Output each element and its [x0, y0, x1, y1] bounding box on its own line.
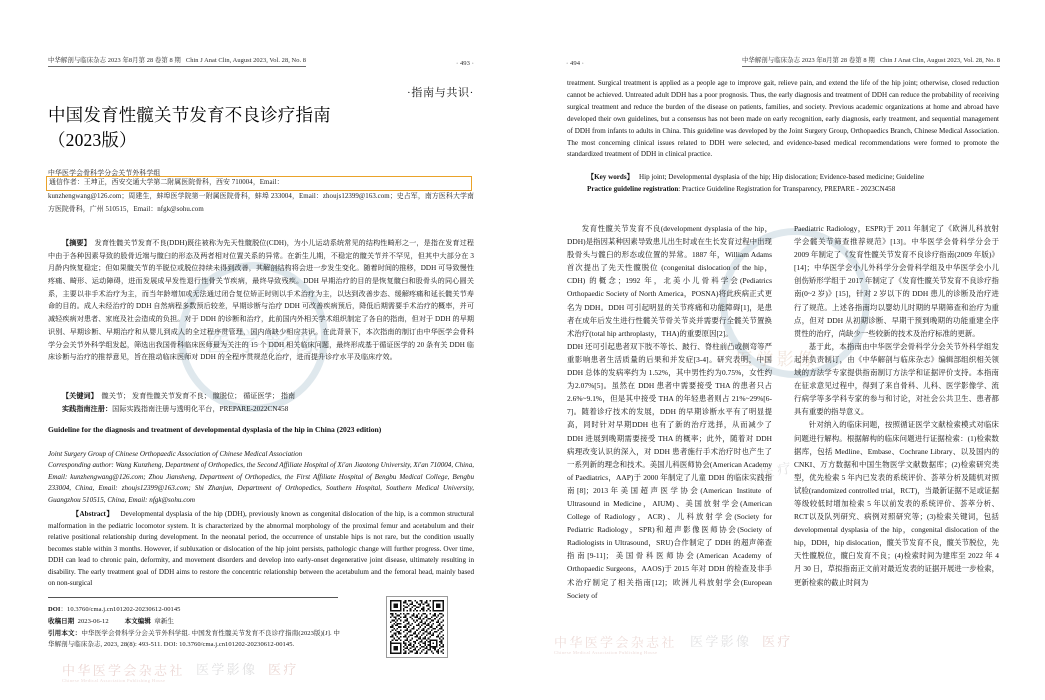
watermark-bottom-right-grey: 医学影像 [690, 634, 752, 649]
registration-text-en: : Practice Guideline Registration for Transparency, PREPARE - 2023CN458 [678, 184, 896, 193]
doi-label: DOI [48, 606, 61, 613]
corresponding-author-en: Corresponding author: Wang Kunzheng, Department of Orthopedics, the Second Affiliate Hospital of Xi'an Jiaotong University, Xi'an 710004, China, Email: kunzhengwang@126.com; Zhou Jiansheng, Department of Orthopedics, the First Affiliate Hospital of Bengbu Medical College, Bengbu 233004, China, Email: zhoujs12399@163.com; Shi Zhanjun, Department of Orthopedics, Southern Hospital, Southern Medical University, Guangzhou 510515, China, Email: nfgk@sohu.com [48, 461, 475, 504]
watermark-bottom-en: Chinese Medical Association Publishing House [62, 678, 166, 683]
article-title-cn [48, 103, 474, 153]
running-head-text [48, 55, 306, 67]
doi-value[interactable]: ：10.3760/cma.j.cn101202-20230612-00145 [60, 606, 181, 613]
running-head-cn: 中华解剖与临床杂志 2023 年8月第 28 卷第 8 期 [48, 57, 181, 64]
abstract-cn-paragraph [48, 237, 474, 364]
keywords-cn-block [48, 390, 474, 416]
running-head-right [566, 55, 1000, 67]
body-column-1 [567, 222, 772, 692]
received-label: 收稿日期 [48, 617, 75, 625]
keywords-en-block [567, 172, 999, 196]
running-head-left [48, 55, 474, 67]
body-paragraph: DDH 还可引起患者双下肢不等长、跛行、脊柱前凸或侧弯等严重影响患者生活质量的后果和并发症[3-4]。研究表明，中国 DDH 总体的发病率约为 1.52%，其中男性约为0.75%，女性约为2.07%[5]。虽然在 DDH 患者中需要接受 THA 的患者只占 2.6%~9.1%，但是其中接受 THA 的年轻患者则占 21%~29%[6-7]。随着诊疗技术的发展，DDH 的早期诊断水平有了明显提高，同时针对早期DDH 也有了新的治疗选择，从而减少了 DDH 进展到晚期需要接受 THA 的概率；此外，随着对 DDH 病理改变认识的深入，对 DDH 患者施行手术治疗时也产生了一系列新的理念和技术。美国儿科医师协会(American Academy of Paediatrics，AAP)于 2000 年制定了儿童 DDH 的临床实践指南[8]；2013年美国超声医学协会(American Institute of Ultrasound in Medicine，AIUM)、美国放射学会(American College of Radiology，ACR)、儿科放射学会(Society for Pediatric Radiology，SPR)和超声影像医师协会(Society of Radiologists in Ultrasound，SRU)合作制定了 DDH 的超声筛查指南[9-11]；美国骨科医师协会(American Academy of Orthopaedic Surgeons，AAOS)于 2015 年对 DDH 的检查及非手术治疗制定了相关指南[12]；欧洲儿科放射学会(European Society of [567, 341, 772, 600]
keywords-cn [48, 390, 474, 403]
abstract-en [48, 509, 474, 590]
watermark-text-grey: 医学影像 [206, 328, 323, 357]
abstract-label-en: 【Abstract】 [72, 510, 114, 518]
article-title-en: Guideline for the diagnosis and treatment of developmental dysplasia of the hip in China (2023 edition) [48, 425, 382, 434]
running-head-cn-right: 中华解剖与临床杂志 2023 年8月第 28 卷第 8 期 [741, 57, 875, 64]
footer-divider [48, 597, 338, 598]
body-paragraph: 基于此，本指南由中华医学会骨科学分会关节外科学组发起并负责制订，由《中华解剖与临床杂志》编辑部组织相关领域的方法学专家提供指南制订方法学和证据评价支持。本指南在征求意见过程中，得到了来自骨科、儿科、医学影像学、流行病学等多学科专家的参与和讨论，对社会公共卫生、患者都具有重要的指导意义。 [794, 341, 999, 417]
author-group-en: Joint Surgery Group of Chinese Orthopaedic Association of Chinese Medical Association [48, 450, 303, 458]
body-paragraph: Paediatric Radiology，ESPR)于 2011 年制定了《欧洲儿科放射学会髋关节筛查推荐规范》[13]。中华医学会骨科学分会于 2009 年制定了《发育性髋关节发育不良诊疗指南(2009 年版)》[14]；中华医学会小儿外科学分会骨科学组及中华医学会小儿创伤矫形学组于 2017 年制定了《发育性髋关节发育不良诊疗指南(0~2 岁)》[15]，针对 2 岁以下的 DDH 患儿的诊断及治疗进行了规范。上述各指南均以婴幼儿时期的早期筛查和治疗为重点，但对 DDH 从初期诊断、早期干预到晚期的功能重建全序贯性的治疗，尚缺少一些较新的技术及治疗标准的更新。 [794, 224, 999, 338]
keywords-label-cn: 【关键词】 [62, 392, 98, 400]
running-head-text-right [742, 55, 1000, 67]
qr-code[interactable] [386, 596, 448, 658]
body-columns [567, 222, 999, 692]
abstract-cn [48, 237, 474, 364]
watermark-bottom-right-en: Chinese Medical Association Publishing House [554, 650, 658, 655]
article-title-line2: （2023版） [48, 129, 137, 150]
keywords-text-en: Hip joint; Developmental dysplasia of the hip; Hip dislocation; Evidence-based medicine; Guideline [639, 173, 925, 181]
citation-row [48, 628, 340, 652]
registration-label-cn: 实践指南注册： [62, 404, 113, 413]
section-kicker: ·指南与共识· [407, 87, 474, 99]
abstract-text-en: Developmental dysplasia of the hip (DDH), previously known as congenital dislocation of the hip, is a common structural malformation in the pediatric locomotor system. It is characterized by the abnormal morphology of the proximal femur and acetabulum and their relative positional relationship during development. In the neonatal period, the occurrence of unstable hips is not rare, but the condition usually becomes stable within 3 months. However, if subluxation or dislocation of the hip joint persists, pathologic change will further progress. Over time, DDH can lead to chronic pain, deformity, and movement disorders and develop into early-onset degenerative joint disease, ultimately resulting in disability. The early treatment goal of DDH aims to restore the concentric relationship between the acetabulum and the femoral head, mainly based on non-surgical [48, 510, 474, 588]
affiliation-en-block [48, 449, 474, 506]
abstract-text-cn: 发育性髋关节发育不良(DDH)既往被称为先天性髋脱位(CDH)，为小儿运动系统常见的结构性畸形之一，是指在发育过程中由于各种因素导致的股骨近端与髋臼的形态及两者相对位置关系的异常。在新生儿期，不稳定的髋关节并不罕见，但其中大部分在 3 月龄内恢复稳定；但如果髋关节的半脱位或脱位持续未得到改善，其解剖结构将会进一步发生变化。随着时间的推移，DDH 可导致慢性疼痛、畸形、运动障碍，进而发展成早发性退行性骨关节疾病，最终导致残疾。DDH 早期治疗的目的是恢复髋臼和股骨头的同心圆关系，主要以非手术治疗为主，而当年龄增加或无法通过闭合复位矫正时则以手术治疗为主，以达到改善步态、缓解疼痛和延长髋关节寿命的目的。成人未经治疗的 DDH 自然病程多数预后较差，早期诊断与治疗 DDH 可改善疾病预后，降低后期需要手术治疗的概率，并可减轻疾病对患者、家庭及社会造成的负担。对于 DDH 的诊断和治疗，此前国内外相关学术组织制定了各自的指南，但对于 DDH 的早期识别、早期诊断、早期治疗和从婴儿到成人的全过程序贯管理，国内尚缺少相应共识。在此背景下，本次指南的制订由中华医学会骨科学分会关节外科学组发起，筛选出我国骨科临床医师最为关注的 15 个 DDH 相关临床问题，最终形成基于循证医学的 20 条有关 DDH 临床诊断与治疗的推荐意见，旨在推动临床医师对 DDH 的全程序贯规范化治疗，进而提升诊疗水平及临床疗效。 [48, 239, 474, 362]
watermark-text-right: 医学影像 [736, 350, 818, 369]
registration-en [567, 184, 999, 196]
author-group-cn: 中华医学会骨科学分会关节外科学组 [48, 170, 161, 177]
body-paragraph: 发育性髋关节发育不良(development dysplasia of the hip，DDH)是指因某种因素导致患儿出生时或在生长发育过程中出现股骨头与髋臼的形态或位置的异常。1887 年，William Adams 首次提出了先天性髋脱位 (congenital dislocation of the hip，CDH) 的概念；1992 年，北美小儿骨科学会(Pediatrics Orthopaedic Society of North America，POSNA)将此疾病正式更名为 DDH。DDH 可引起明显的关节疼痛和功能障碍[1]，是患者在成年后发生进行性髋关节骨关节炎并需要行全髋关节置换术治疗(total hip arthroplasty，THA)的重要原因[2]。 [567, 224, 772, 338]
received-value: 2023-06-12 [77, 617, 109, 625]
article-title-line1: 中国发育性髋关节发育不良诊疗指南 [48, 105, 331, 125]
editor-label: 本文编辑 [124, 617, 151, 625]
watermark-bottom-accent: 医疗 [268, 662, 299, 677]
corresponding-author-block [48, 176, 474, 216]
editor-value: 章新生 [154, 617, 174, 625]
citation-label: 引用本文： [48, 629, 82, 637]
body-column-2 [794, 222, 999, 692]
keywords-label-en: 【Key words】 [587, 173, 634, 181]
qr-code-image [390, 600, 444, 654]
registration-label-en: Practice guideline registration [587, 184, 679, 193]
abstract-label-cn: 【摘要】 [62, 239, 91, 247]
doi-row [48, 604, 340, 616]
corresponding-author-rest: kunzhengwang@126.com；周建生，蚌埠医学院第一附属医院骨科，蚌埠 233004，Email：zhoujs12399@163.com；史占军，南方医科大学南方医院骨科，广州 510515，Email：nfgk@sohu.com [48, 193, 474, 213]
highlight-annotation[interactable]: 通信作者：王坤正，西安交通大学第二附属医院骨科，西安 710004，Email： [46, 176, 472, 191]
watermark-bottom-cn: 中华医学会杂志社 [62, 663, 185, 678]
keywords-en [567, 172, 999, 184]
page-number-right: · 494 · [566, 59, 585, 67]
watermark-bottom-right-accent: 医疗 [762, 634, 793, 649]
watermark-bottom-grey: 医学影像 [196, 662, 258, 677]
keywords-text-cn: 髋关节； 发育性髋关节发育不良； 髋脱位； 循证医学； 指南 [101, 392, 296, 400]
abstract-en-paragraph [48, 509, 474, 590]
registration-text-cn: 国际实践指南注册与透明化平台，PREPARE-2022CN458 [112, 404, 289, 413]
document-page-right [522, 0, 1044, 700]
footer-metadata [48, 604, 340, 651]
body-paragraph: 针对纳入的临床问题，按照循证医学文献检索模式对临床问题进行解构。根据解构的临床问题进行证据检索：(1)检索数据库，包括 Medline、Embase、Cochrane Library、以及国内的CNKI、万方数据和中国生物医学文献数据库；(2)检索研究类型，优先检索 5 年内已发表的系统评价、荟萃分析及随机对照试验(randomized controlled trial，RCT)，当最新证据不足或证据等级较低时增加检索 5 年以前发表的系统评价、荟萃分析、RCT以及队列研究、病例对照研究等；(3)检索关键词，包括 developmental dysplasia of the hip，congenital dislocation of the hip，DDH，hip dislocation，髋关节发育不良，髋关节脱位，先天性髋脱位，髋臼发育不良；(4)检索时间为建库至 2022 年 4 月 30 日，草拟指南正文前对最近发表的证据开展进一步检索，更新检索的截止时间为 [794, 420, 999, 587]
abstract-en-continued-text: treatment. Surgical treatment is applied as a people age to improve gait, relieve pain, and extend the life of the hip joint; otherwise, closed reduction cannot be achieved. Untreated adult DDH has a poor prognosis. Thus, the early diagnosis and treatment of DDH can reduce the probability of receiving surgical treatment and reduce the burden of the disease on patients, families, and society. Previous academic organizations at home and abroad have developed their own guidelines, but a consensus has not been made on early recognition, early diagnosis, early treatment, and sequential management of DDH from infants to adults in China. This guideline was developed by the Joint Surgery Group, Orthopaedics Branch, Chinese Medical Association. The most concerning clinical issues related to DDH were selected, and evidence-based medical recommendations were formed to promote the standardized treatment of DDH in clinical practice. [567, 79, 999, 159]
document-page-left [0, 0, 522, 700]
registration-cn [48, 403, 474, 416]
abstract-en-continued [567, 78, 999, 161]
received-row [48, 616, 340, 628]
citation-value: 中华医学会骨科学分会关节外科学组. 中国发育性髋关节发育不良诊疗指南(2023版)[J]. 中华解剖与临床杂志, 2023, 28(8): 493-511. DOI: 10.3760/cma.j.cn101202-20230612-00145. [48, 629, 340, 649]
running-head-en: Chin J Anat Clin, August 2023, Vol. 28, No. 8 [185, 57, 307, 64]
page-number-left: · 493 · [455, 59, 474, 67]
watermark-text-right2: 医疗 [759, 461, 796, 482]
watermark-bottom-right-cn: 中华医学会杂志社 [554, 635, 677, 650]
running-head-en-right: Chin J Anat Clin, August 2023, Vol. 28, No. 8 [879, 57, 1000, 64]
